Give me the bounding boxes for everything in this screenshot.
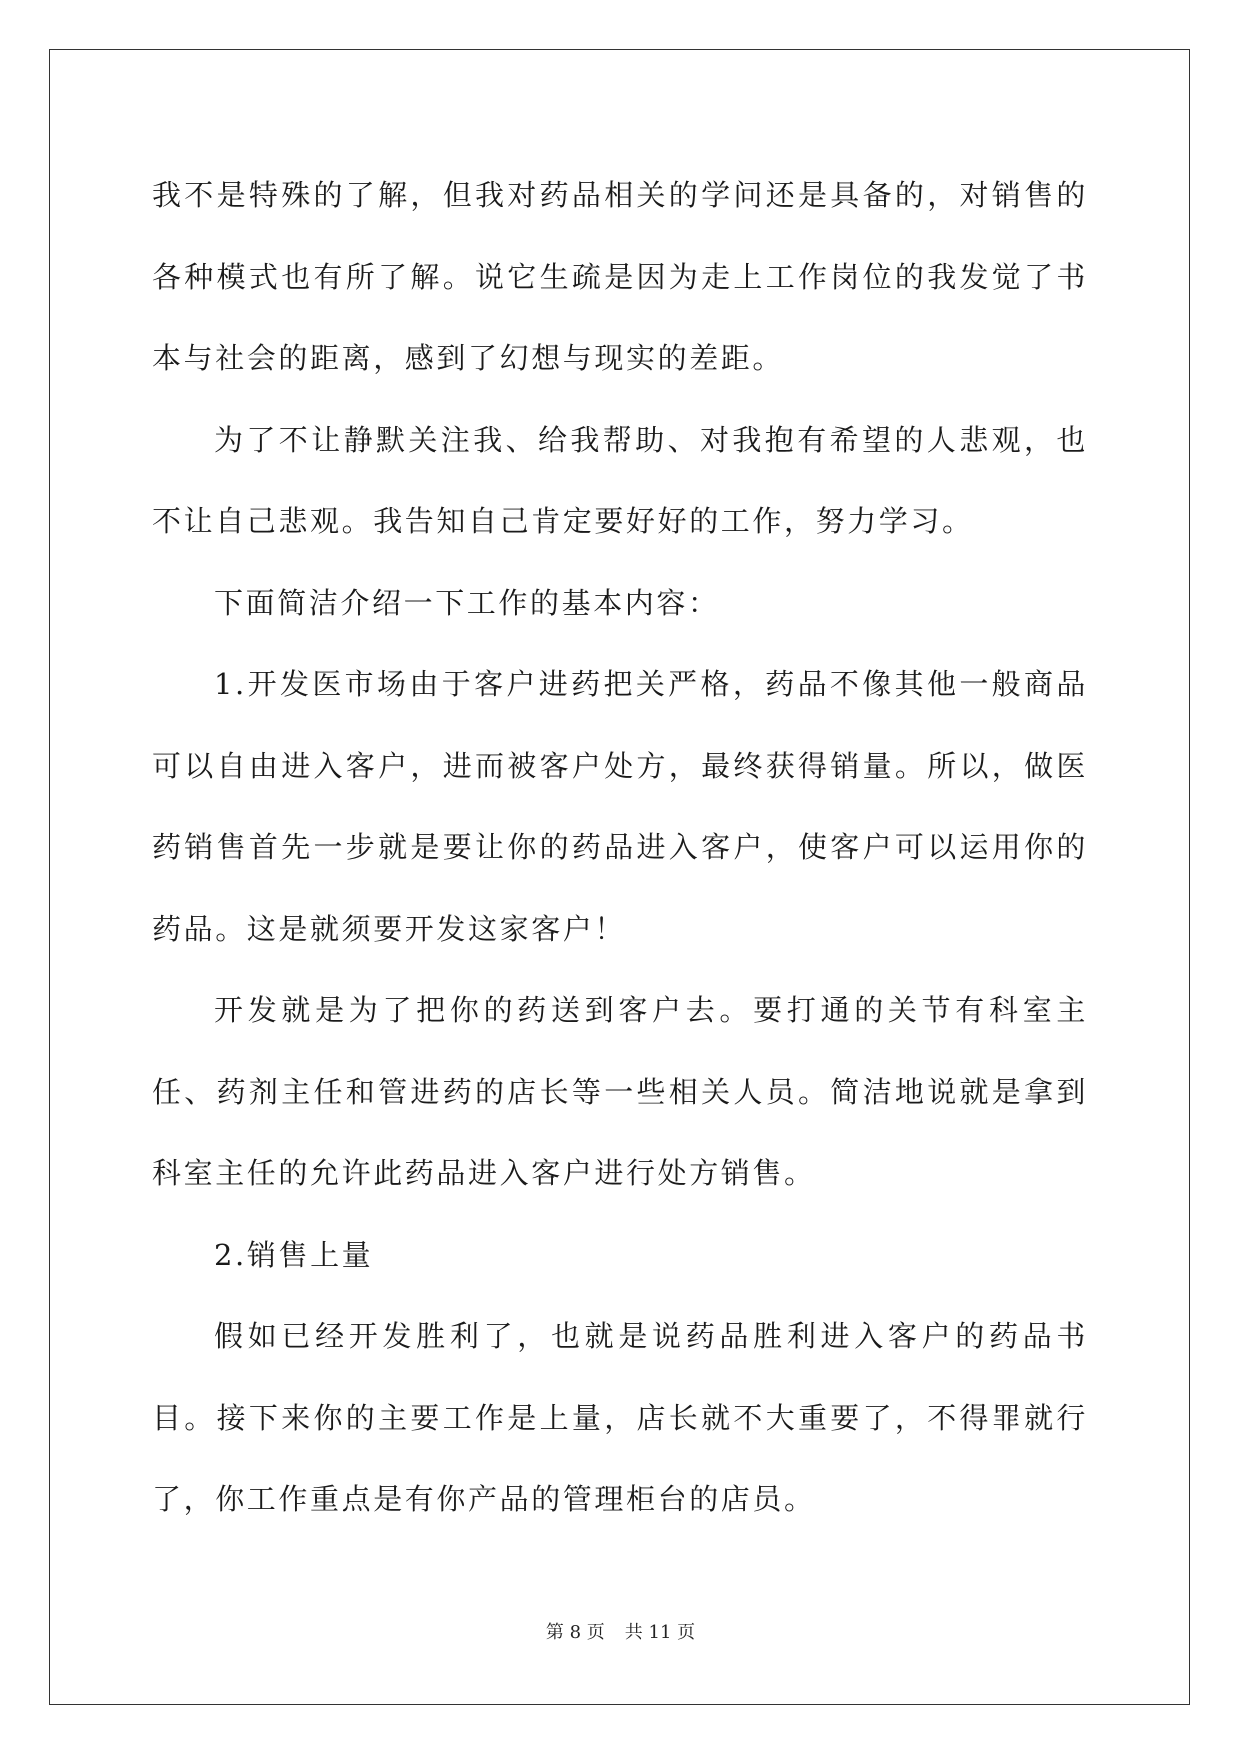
paragraph: 我不是特殊的了解，但我对药品相关的学问还是具备的，对销售的各种模式也有所了解。说它生疏是因为走上工作岗位的我发觉了书本与社会的距离，感到了幻想与现实的差距。	[152, 178, 1088, 375]
paragraph: 假如已经开发胜利了，也就是说药品胜利进入客户的药品书目。接下来你的主要工作是上量，店长就不大重要了，不得罪就行了，你工作重点是有你产品的管理柜台的店员。	[152, 1319, 1088, 1516]
paragraph: 为了不让静默关注我、给我帮助、对我抱有希望的人悲观，也不让自己悲观。我告知自己肯定要好好的工作，努力学习。	[152, 422, 1088, 538]
paragraph: 2.销售上量	[214, 1237, 374, 1272]
paragraph: 开发就是为了把你的药送到客户去。要打通的关节有科室主任、药剂主任和管进药的店长等一些相关人员。简洁地说就是拿到科室主任的允许此药品进入客户进行处方销售。	[152, 993, 1088, 1190]
paragraph: 1.开发医市场由于客户进药把关严格，药品不像其他一般商品可以自由进入客户，进而被客户处方，最终获得销量。所以，做医药销售首先一步就是要让你的药品进入客户，使客户可以运用你的药品。这是就须要开发这家客户！	[152, 667, 1088, 946]
page-footer	[0, 1621, 1241, 1645]
paragraph: 下面简洁介绍一下工作的基本内容：	[214, 585, 720, 620]
page-total: 共 11 页	[624, 1622, 696, 1643]
page-number: 第 8 页	[545, 1622, 605, 1643]
document-body	[152, 155, 1088, 1541]
